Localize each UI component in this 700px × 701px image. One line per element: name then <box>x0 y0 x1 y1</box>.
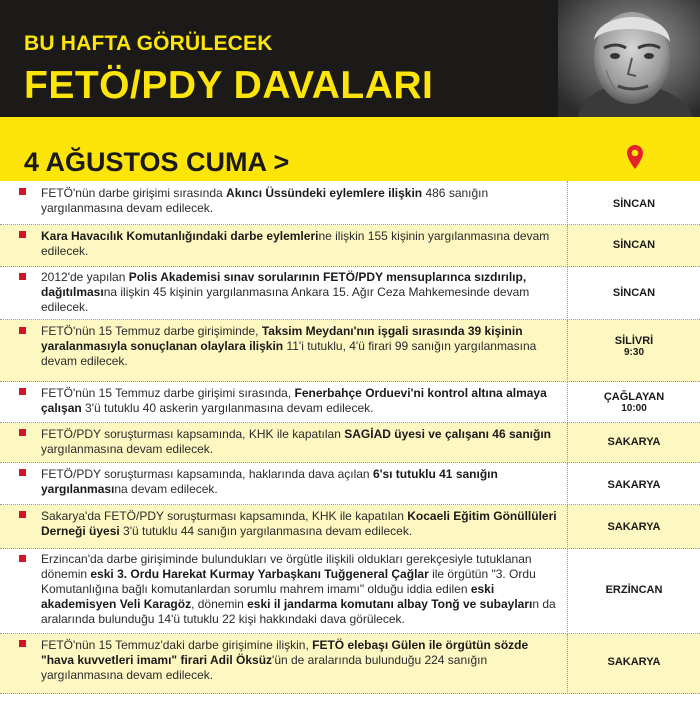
case-text: 11'i tutuklu, 4'ü firari 99 sanığın yargılanmasına devam edilecek. <box>41 339 537 368</box>
case-text: na devam edilecek. <box>114 482 218 496</box>
case-text: FETÖ'nün 15 Temmuz'daki darbe girişimine ilişkin, <box>41 638 313 652</box>
case-row <box>0 423 700 463</box>
case-description <box>41 509 561 539</box>
case-text: FETÖ'nün 15 Temmuz darbe girişimi sırasında, <box>41 386 295 400</box>
case-location <box>568 198 700 210</box>
bullet-square-icon <box>19 511 26 518</box>
case-description <box>41 270 561 315</box>
case-row <box>0 549 700 634</box>
case-text: Sakarya'da FETÖ/PDY soruşturması kapsamında, KHK ile kapatılan <box>41 509 408 523</box>
location-name: SİNCAN <box>612 239 656 251</box>
date-title: 4 AĞUSTOS CUMA > <box>24 147 290 177</box>
case-row <box>0 634 700 694</box>
location-name: SAKARYA <box>607 521 661 533</box>
case-text: FETÖ/PDY soruşturması kapsamında, KHK ile kapatılan <box>41 427 345 441</box>
case-location <box>568 436 700 448</box>
case-description <box>41 467 561 497</box>
header-subtitle: BU HAFTA GÖRÜLECEK <box>24 32 273 55</box>
bullet-square-icon <box>19 469 26 476</box>
bullet-square-icon <box>19 640 26 647</box>
case-description <box>41 427 561 457</box>
bullet-square-icon <box>19 188 26 195</box>
location-pin-icon <box>626 144 644 170</box>
location-name: SAKARYA <box>607 436 661 448</box>
case-text: 2012'de yapılan <box>41 270 129 284</box>
case-text: ne ilişkin 155 kişinin yargılanmasına devam edilecek. <box>41 229 550 258</box>
case-text: 3'ü tutuklu 44 sanığın yargılanmasına devam edilecek. <box>119 524 413 538</box>
location-name: SİNCAN <box>612 198 656 210</box>
case-text: Erzincan'da darbe girişiminde bulundukları ve örgütle ilişkili oldukları gerekçesiyle tutuklanan dönemin <box>41 552 532 581</box>
case-row <box>0 181 700 225</box>
bullet-square-icon <box>19 555 26 562</box>
case-row <box>0 225 700 267</box>
hearing-time: 9:30 <box>623 347 644 358</box>
case-text-bold: FETÖ elebaşı Gülen ile örgütün sözde "hava kuvvetleri imamı" firari Adil Öksüz <box>41 638 529 667</box>
case-location <box>568 335 700 359</box>
bullet-square-icon <box>19 273 26 280</box>
case-text: FETÖ'nün darbe girişimi sırasında <box>41 186 227 200</box>
case-text: ile örgütün "3. Ordu Komutanlığına bağlı komutanlardan sorumlu mahrem imamı" olduğu iddia edilen <box>41 567 536 596</box>
case-row <box>0 320 700 382</box>
case-location <box>568 239 700 251</box>
case-location <box>568 391 700 415</box>
location-name: SAKARYA <box>607 479 661 491</box>
case-text-bold: Kara Havacılık Komutanlığındaki darbe eylemleri <box>41 229 319 243</box>
case-text: FETÖ'nün 15 Temmuz darbe girişiminde, <box>41 324 262 338</box>
case-text: 486 sanığın yargılanmasına devam edilecek. <box>41 186 489 215</box>
location-name: SİNCAN <box>612 287 656 299</box>
case-text-bold: 6'sı tutuklu 41 sanığın yargılanması <box>41 467 498 496</box>
case-location <box>568 479 700 491</box>
case-text-bold: eski 3. Ordu Harekat Kurmay Yarbaşkanı Tuğgeneral Çağlar <box>90 567 429 581</box>
case-text-bold: SAGİAD üyesi ve çalışanı 46 sanığın <box>344 427 551 441</box>
case-text-bold: Kocaeli Eğitim Gönüllüleri Derneği üyesi <box>41 509 557 538</box>
location-name: SİLİVRİ <box>614 335 654 347</box>
case-description <box>41 638 561 683</box>
case-text: 'ün de aralarında bulunduğu 224 sanığın yargılanmasına devam edilecek. <box>41 653 488 682</box>
bullet-square-icon <box>19 231 26 238</box>
case-text: , dönemin <box>191 597 248 611</box>
case-row <box>0 505 700 549</box>
case-text: 3'ü tutuklu 40 askerin yargılanmasına devam edilecek. <box>81 401 374 415</box>
header-banner <box>0 0 700 117</box>
case-text-bold: Polis Akademisi sınav sorularının FETÖ/PDY mensuplarınca sızdırılıp, dağıtılması <box>41 270 527 299</box>
location-name: SAKARYA <box>607 656 661 668</box>
hearing-time: 10:00 <box>621 403 647 414</box>
date-bar <box>0 117 700 181</box>
case-location <box>568 656 700 668</box>
location-name: ÇAĞLAYAN <box>603 391 665 403</box>
bullet-square-icon <box>19 429 26 436</box>
case-text-bold: eski il jandarma komutanı albay Tonğ ve subayları <box>247 597 533 611</box>
case-text-bold: Fenerbahçe Orduevi'ni kontrol altına almaya çalışan <box>41 386 547 415</box>
case-row <box>0 382 700 423</box>
case-location <box>568 287 700 299</box>
case-description <box>41 229 561 259</box>
case-text: yargılanmasına devam edilecek. <box>41 442 214 456</box>
case-description <box>41 552 561 627</box>
case-description <box>41 186 561 216</box>
case-row <box>0 463 700 505</box>
location-name: ERZİNCAN <box>605 584 663 596</box>
case-text: n da aralarında bulunduğu 14'ü tutuklu 22 kişi hakkındaki dava görülecek. <box>41 597 556 626</box>
case-text-bold: Akıncı Üssündeki eylemlere ilişkin <box>226 186 423 200</box>
case-text: FETÖ/PDY soruşturması kapsamında, haklarında dava açılan <box>41 467 373 481</box>
header-title: FETÖ/PDY DAVALARI <box>24 64 434 107</box>
portrait-photo <box>558 0 700 117</box>
bullet-square-icon <box>19 327 26 334</box>
case-row <box>0 267 700 320</box>
bullet-square-icon <box>19 388 26 395</box>
case-text-bold: eski akademisyen Veli Karagöz <box>41 582 495 611</box>
case-description <box>41 386 561 416</box>
row-separator <box>0 693 700 694</box>
case-description <box>41 324 561 369</box>
case-location <box>568 584 700 596</box>
case-text: na ilişkin 45 kişinin yargılanmasına Ankara 15. Ağır Ceza Mahkemesinde devam edilecek. <box>41 285 530 314</box>
case-location <box>568 521 700 533</box>
case-text-bold: Taksim Meydanı'nın işgali sırasında 39 kişinin yaralanmasıyla sonuçlanan olaylara ilişkin <box>41 324 523 353</box>
